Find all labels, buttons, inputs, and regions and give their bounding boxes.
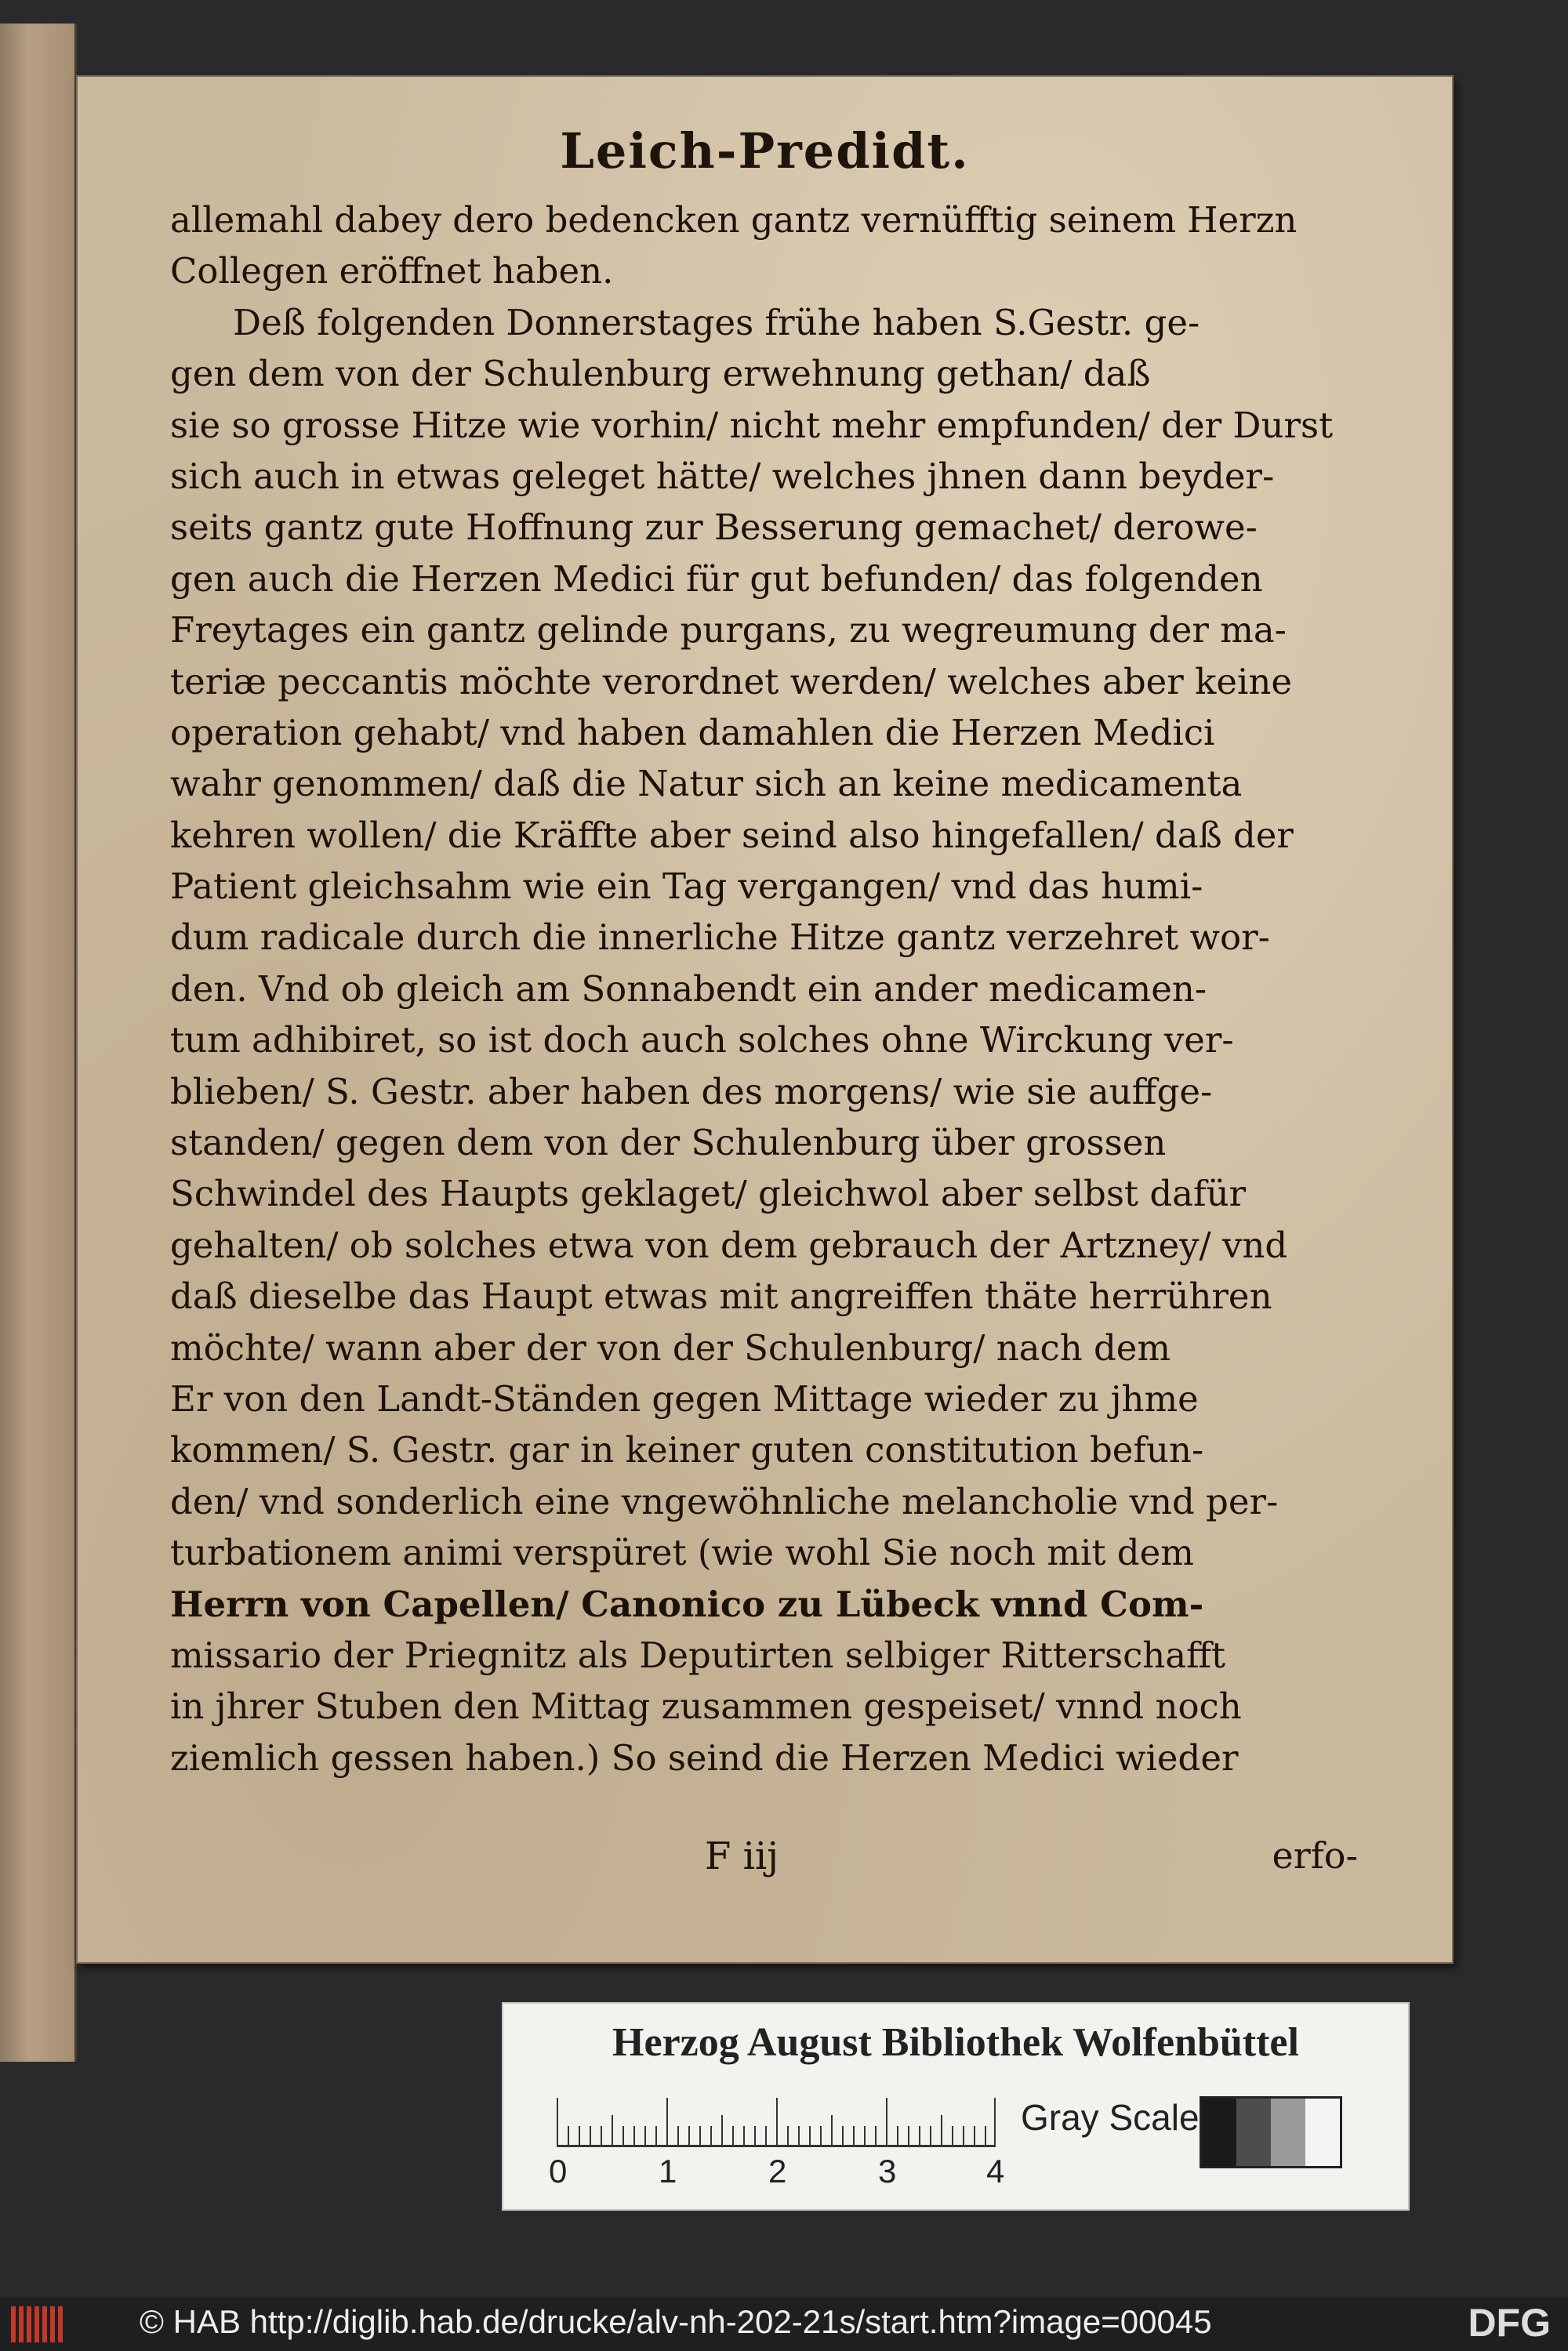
text-line: tum adhibiret, so ist doch auch solches ohne Wirckung ver-: [170, 1019, 1234, 1061]
gray-swatch: [1202, 2099, 1236, 2166]
gray-swatch: [1271, 2099, 1305, 2166]
text-line: turbationem animi verspüret (wie wohl Sie noch mit dem: [170, 1532, 1194, 1574]
text-line: ziemlich gessen haben.) So seind die Herzen Medici wieder: [170, 1736, 1239, 1779]
page-body-text: [170, 194, 1370, 1783]
text-line: wahr genommen/ daß die Natur sich an keine medicamenta: [170, 763, 1243, 805]
text-line: Collegen eröffnet haben.: [170, 250, 614, 292]
text-line: blieben/ S. Gestr. aber haben des morgens/ wie sie auffge-: [170, 1070, 1213, 1112]
text-line: dum radicale durch die innerliche Hitze gantz verzehret wor-: [170, 916, 1270, 959]
text-line: möchte/ wann aber der von der Schulenburg/ nach dem: [170, 1326, 1171, 1369]
ruler-label: 3: [878, 2153, 897, 2190]
text-line: seits gantz gute Hoffnung zur Besserung gemachet/ derowe-: [170, 506, 1258, 549]
text-line: allemahl dabey dero bedencken gantz vernüfftig seinem Herzn: [170, 199, 1298, 241]
text-line: standen/ gegen dem von der Schulenburg über grossen: [170, 1122, 1167, 1164]
text-line: Deß folgenden Donnerstages frühe haben S.Gestr. ge-: [233, 301, 1200, 343]
text-line: daß dieselbe das Haupt etwas mit angreiffen thäte herrühren: [170, 1275, 1272, 1318]
hab-logo-icon: [11, 2306, 66, 2342]
text-line: Er von den Landt-Ständen gegen Mittage wieder zu jhme: [170, 1377, 1199, 1420]
footer-copyright-link[interactable]: © HAB http://diglib.hab.de/drucke/alv-nh-202-21s/start.htm?image=00045: [140, 2303, 1212, 2340]
text-line: kehren wollen/ die Kräffte aber seind also hingefallen/ daß der: [170, 814, 1294, 856]
text-line: gen auch die Herzen Medici für gut befunden/ das folgenden: [170, 557, 1263, 600]
text-line: Freytages ein gantz gelinde purgans, zu wegreumung der ma-: [170, 609, 1287, 651]
text-line: gehalten/ ob solches etwa von dem gebrauch der Artzney/ vnd: [170, 1224, 1288, 1266]
signature-mark: F iij: [705, 1834, 779, 1878]
ruler-labels: [543, 2153, 1029, 2192]
text-line: operation gehabt/ vnd haben damahlen die Herzen Medici: [170, 711, 1215, 753]
catchword: erfo-: [1272, 1834, 1358, 1877]
text-line: den/ vnd sonderlich eine vngewöhnliche melancholie vnd per-: [170, 1480, 1279, 1522]
dfg-logo: DFG: [1468, 2301, 1551, 2345]
ruler-label: 1: [659, 2153, 677, 2190]
text-line: in jhrer Stuben den Mittag zusammen gespeiset/ vnnd noch: [170, 1685, 1242, 1728]
ruler-label: 0: [549, 2153, 568, 2190]
gray-scale-swatches: [1200, 2096, 1342, 2168]
text-line: sich auch in etwas geleget hätte/ welches jhnen dann beyder-: [170, 455, 1275, 497]
text-line: Herrn von Capellen/ Canonico zu Lübeck vnnd Com-: [170, 1583, 1204, 1625]
text-line: sie so grosse Hitze wie vorhin/ nicht mehr empfunden/ der Durst: [170, 404, 1334, 446]
ruler-label: 2: [768, 2153, 787, 2190]
card-title: Herzog August Bibliothek Wolfenbüttel: [612, 2020, 1299, 2065]
text-line: gen dem von der Schulenburg erwehnung gethan/ daß: [170, 353, 1151, 395]
text-line: Patient gleichsahm wie ein Tag vergangen/ vnd das humi-: [170, 865, 1203, 908]
footer-bar: [0, 2297, 1568, 2351]
running-head: Leich-Predidt.: [560, 122, 970, 180]
color-calibration-card: [502, 2002, 1410, 2211]
text-line: den. Vnd ob gleich am Sonnabendt ein ander medicamen-: [170, 967, 1207, 1010]
gray-swatch: [1305, 2099, 1340, 2166]
ruler-icon: [557, 2098, 996, 2147]
text-line: teriæ peccantis möchte verordnet werden/ welches aber keine: [170, 660, 1292, 702]
adjacent-page-edge: [0, 24, 77, 2062]
text-line: missario der Priegnitz als Deputirten selbiger Ritterschafft: [170, 1634, 1226, 1676]
text-line: kommen/ S. Gestr. gar in keiner guten constitution befun-: [170, 1429, 1204, 1471]
gray-scale-label: Gray Scale: [1021, 2097, 1200, 2138]
text-line: Schwindel des Haupts geklaget/ gleichwol aber selbst dafür: [170, 1173, 1247, 1215]
ruler-label: 4: [986, 2153, 1005, 2190]
gray-swatch: [1236, 2099, 1271, 2166]
book-page: [76, 75, 1454, 1964]
